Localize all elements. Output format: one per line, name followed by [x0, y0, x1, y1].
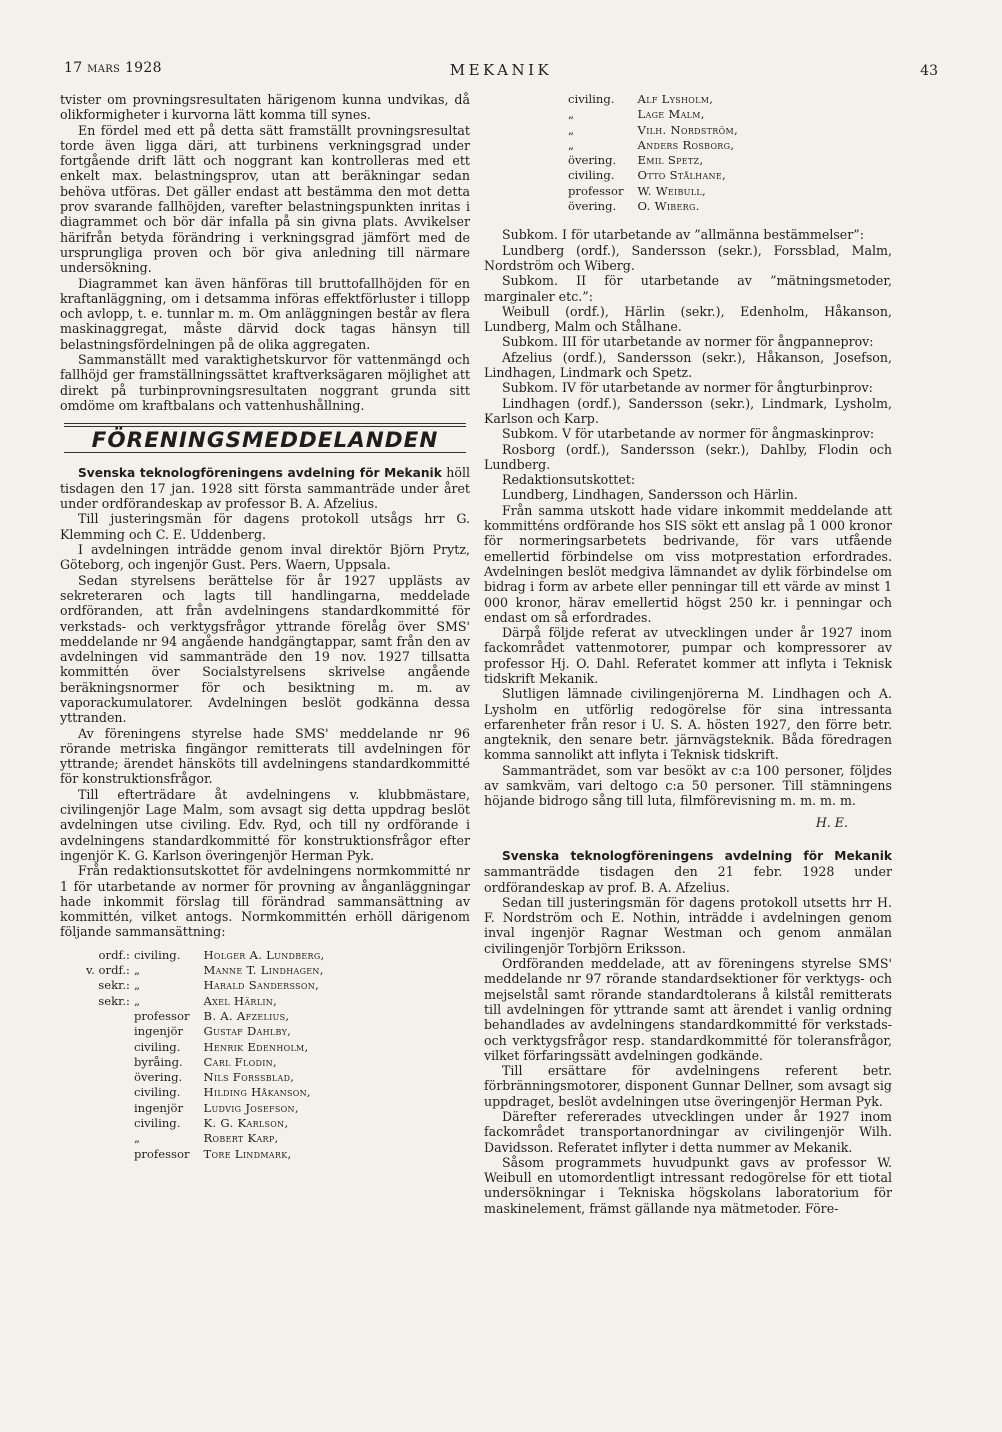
paragraph: Därpå följde referat av utvecklingen under år 1927 inom fackområdet vattenmotorer, pumpar och kompressorer av professor Hj. O. Dahl. Referatet kommer att inflyta i Teknisk tidskrift Mekanik. — [484, 625, 892, 686]
right-column — [484, 92, 892, 1216]
paragraph: Afzelius (ordf.), Sandersson (sekr.), Håkanson, Josefson, Lindhagen, Lindmark och Spetz. — [484, 349, 892, 381]
roster-row: „ Lage Malm, — [568, 107, 705, 122]
paragraph: Svenska teknologföreningens avdelning för Mekanik sammanträdde tisdagen den 21 febr. 1928 under ordförandeskap av prof. B. A. Afzelius. — [484, 848, 892, 895]
roster-row: övering. Nils Forssblad, — [133, 1070, 295, 1085]
left-column — [60, 92, 470, 1162]
signature: H. E. — [815, 814, 848, 830]
paragraph: Till efterträdare åt avdelningens v. klubbmästare, civilingenjör Lage Malm, som avsagt sig detta uppdrag beslöt avdelningen utse civiling. Edv. Ryd, och till ny ordförande i avdelningens standardkommitté för konstruktionsfrågor efter ingenjör K. G. Karlson överingenjör Herman Pyk. — [60, 786, 470, 863]
paragraph: Såsom programmets huvudpunkt gavs av professor W. Weibull en utomordentligt intressant redogörelse för ett tiotal undersökningar i Tekniska högskolans laboratorium för maskinelement, främst gällande nya mätmetoder. Före- — [484, 1154, 892, 1216]
roster-row: „ Vilh. Nordström, — [568, 122, 738, 137]
paragraph: Diagrammet kan även hänföras till bruttofallhöjden för en kraftanläggning, om i detsamma införas effektförluster i tillopp och avlopp, t. e. tunnlar m. m. Om anläggningen består av flera maskinaggregat, måste därvid dock tagas hänsyn till belastningsfördelningen på de olika aggregaten. — [60, 275, 470, 352]
committee-roster-continued — [568, 92, 738, 214]
paragraph: Subkom. III för utarbetande av normer för ångpanneprov: — [502, 334, 874, 350]
section-heading: FÖRENINGSMEDDELANDEN — [91, 428, 439, 454]
roster-row: civiling. Otto Stålhane, — [568, 168, 726, 183]
roster-row: civiling. Hilding Håkanson, — [133, 1085, 311, 1100]
section-rule — [64, 423, 466, 427]
roster-row: ingenjör Ludvig Josefson, — [133, 1100, 299, 1115]
roster-row: professor B. A. Afzelius, — [133, 1008, 290, 1023]
paragraph: Till ersättare för avdelningens referent betr. förbränningsmotorer, disponent Gunnar Dellner, som avsagt sig uppdraget, beslöt avdelningen utse överingenjör Herman Pyk. — [484, 1063, 892, 1109]
roster-row: civiling. K. G. Karlson, — [133, 1116, 289, 1130]
roster-row: byråing. Carl Flodin, — [133, 1054, 277, 1069]
paragraph: Subkom. IV för utarbetande av normer för ångturbinprov: — [502, 380, 873, 396]
roster-row: civiling. Alf Lysholm, — [568, 92, 714, 106]
roster-row: ingenjör Gustaf Dahlby, — [133, 1024, 292, 1039]
paragraph: Subkom. I för utarbetande av ”allmänna bestämmelser”: — [502, 227, 864, 243]
paragraph: Sedan styrelsens berättelse för år 1927 upplästs av sekreteraren och lagts till handlingarna, meddelade ordföranden, att från avdelningens standardkommitté för verkstads- och verktygsfrågor yttrande förelåg över SMS' meddelande nr 94 angående handgängtappar, samt från den av avdelningen vid sammanträde den 19 nov. 1927 tillsatta kommittén över Socialstyrelsens skrivelse angående beräkningsnormer för och besiktning m. m. av vaporackumulatorer. Avdelningen beslöt godkänna dessa yttranden. — [60, 572, 470, 726]
society-name: Svenska teknologföreningens avdelning för Mekanik — [502, 848, 892, 863]
paragraph: Subkom. V för utarbetande av normer för ångmaskinprov: — [502, 426, 875, 442]
society-name: Svenska teknologföreningens avdelning för Mekanik — [78, 465, 442, 480]
paragraph: Sammanträdet, som var besökt av c:a 100 personer, följdes av samkväm, vari deltogo c:a 50 personer. Till stämningens höjande bidrogo sång till luta, filmförevisning m. m. m. m. — [484, 762, 892, 809]
page-number: 43 — [920, 63, 938, 79]
roster-row: sekr.: „ Axel Härlin, — [98, 993, 278, 1008]
paragraph: Lundberg, Lindhagen, Sandersson och Härlin. — [502, 487, 798, 503]
committee-roster — [86, 948, 325, 1162]
paragraph: Rosborg (ordf.), Sandersson (sekr.), Dahlby, Flodin och Lundberg. — [484, 441, 892, 472]
paragraph: Lindhagen (ordf.), Sandersson (sekr.), Lindmark, Lysholm, Karlson och Karp. — [484, 395, 892, 426]
roster-row: civiling. Henrik Edenholm, — [133, 1039, 309, 1054]
paragraph: Därefter refererades utvecklingen under år 1927 inom fackområdet transportanordningar av civilingenjör Wilh. Davidsson. Referatet inflyter i detta nummer av Mekanik. — [484, 1109, 892, 1155]
page-header — [64, 57, 938, 87]
paragraph: Av föreningens styrelse hade SMS' meddelande nr 96 rörande metriska fingängor remitterats till avdelningen för yttrande; ärendet hänsköts till avdelningens standardkommitté för konstruktionsfrågor. — [60, 725, 470, 787]
paragraph: Subkom. II för utarbetande av ”mätningsmetoder, marginaler etc.”: — [484, 273, 892, 304]
paragraph: En fördel med ett på detta sätt framställt provningsresultat torde även ligga däri, att turbinens verkningsgrad under fortgående drift lätt och noggrant kan kontrolleras med ett enkelt max. belastningsprov, utan att beräkningar sedan behöva utföras. Det gäller endast att bestämma den mot detta prov svarande fallhöjden, varefter belastningspunkten inritas i diagrammet och bör där infalla på sin givna plats. Avvikelser härifrån betyda förändring i verkningsgrad jämfört med de ursprungliga proven och bör giva anledning till närmare undersökning. — [60, 122, 470, 276]
paragraph: Svenska teknologföreningens avdelning för Mekanik höll tisdagen den 17 jan. 1928 sitt första sammanträde under året under ordförandeskap av professor B. A. Afzelius. — [60, 464, 470, 512]
roster-row: övering. O. Wiberg. — [568, 199, 700, 214]
paragraph: Sedan till justeringsmän för dagens protokoll utsetts hrr H. F. Nordström och E. Nothin, inträdde i avdelningen genom inval ingenjör Ragnar Westman och genom anmälan civilingenjör Torbjörn Eriksson. — [484, 894, 892, 956]
paragraph: Från samma utskott hade vidare inkommit meddelande att kommitténs ordförande hos SIS sökt ett anslag på 1 000 kronor för normeringsarbetets bedrivande, för vars utfående emellertid förbindelse om viss motprestation erfordrades. Avdelningen beslöt medgiva lämnandet av dylik förbindelse om bidrag i form av arbete eller penningar till ett värde av minst 1 000 kronor, härav emellertid högst 250 kr. i penningar och endast om så erfordrades. — [484, 502, 892, 625]
paragraph: Ordföranden meddelade, att av föreningens styrelse SMS' meddelande nr 97 rörande standardsektioner för verktygs- och mejselstål samt rörande standardtolerans å kilstål remitterats till avdelningen för yttrande samt att ärendet i vanlig ordning behandlades av avdelningens standardkommitté för verkstads- och verktygsfrågor resp. standardkommitté för toleransfrågor, vilket förfaringssätt avdelningen godkände. — [484, 956, 892, 1063]
paragraph: Slutligen lämnade civilingenjörerna M. Lindhagen och A. Lysholm en utförlig redogörelse för sina intressanta erfarenheter från resor i U. S. A. hösten 1927, den förre betr. angteknik, den senare betr. järnvägsteknik. Båda föredragen komma sannolikt att inflyta i Teknisk tidskrift. — [484, 686, 892, 763]
roster-row: „ Anders Rosborg, — [568, 137, 735, 152]
paragraph: Från redaktionsutskottet för avdelningens normkommitté nr 1 för utarbetande av normer för provning av ånganläggningar hade inkommit förslag till förändrad sammansättning av kommittén, vilket antogs. Normkommittén erhöll därigenom följande sammansättning: — [60, 863, 470, 940]
roster-row: professor Tore Lindmark, — [133, 1146, 292, 1161]
paragraph: Sammanställt med varaktighetskurvor för vattenmängd och fallhöjd ger framställningssättet kraftverksägaren möjlighet att direkt på turbinprovningsresultaten noggrant grunda sitt omdöme om kraftbalans och vattenhushållning. — [60, 352, 470, 413]
roster-row: övering. Emil Spetz, — [568, 153, 704, 168]
journal-title: MEKANIK — [449, 61, 553, 79]
paragraph: I avdelningen inträdde genom inval direktör Björn Prytz, Göteborg, och ingenjör Gust. Pers. Waern, Uppsala. — [60, 542, 470, 573]
paragraph: tvister om provningsresultaten härigenom kunna undvikas, då olikformigheter i kurvorna lätt komma till synes. — [60, 92, 470, 123]
roster-row: sekr.: „ Harald Sandersson, — [98, 978, 320, 993]
roster-row: „ Robert Karp, — [133, 1131, 279, 1146]
roster-row: professor W. Weibull, — [568, 183, 706, 198]
paragraph: Redaktionsutskottet: — [502, 472, 636, 488]
roster-row: ordf.: civiling. Holger A. Lundberg, — [98, 947, 325, 962]
paragraph: Lundberg (ordf.), Sandersson (sekr.), Forssblad, Malm, Nordström och Wiberg. — [484, 242, 892, 273]
roster-row: v. ordf.: „ Manne T. Lindhagen, — [86, 963, 324, 978]
paragraph: Weibull (ordf.), Härlin (sekr.), Edenholm, Håkanson, Lundberg, Malm och Stålhane. — [484, 303, 892, 335]
issue-date: 17 mars 1928 — [64, 60, 162, 76]
paragraph: Till justeringsmän för dagens protokoll utsågs hrr G. Klemming och C. E. Uddenberg. — [60, 511, 470, 542]
